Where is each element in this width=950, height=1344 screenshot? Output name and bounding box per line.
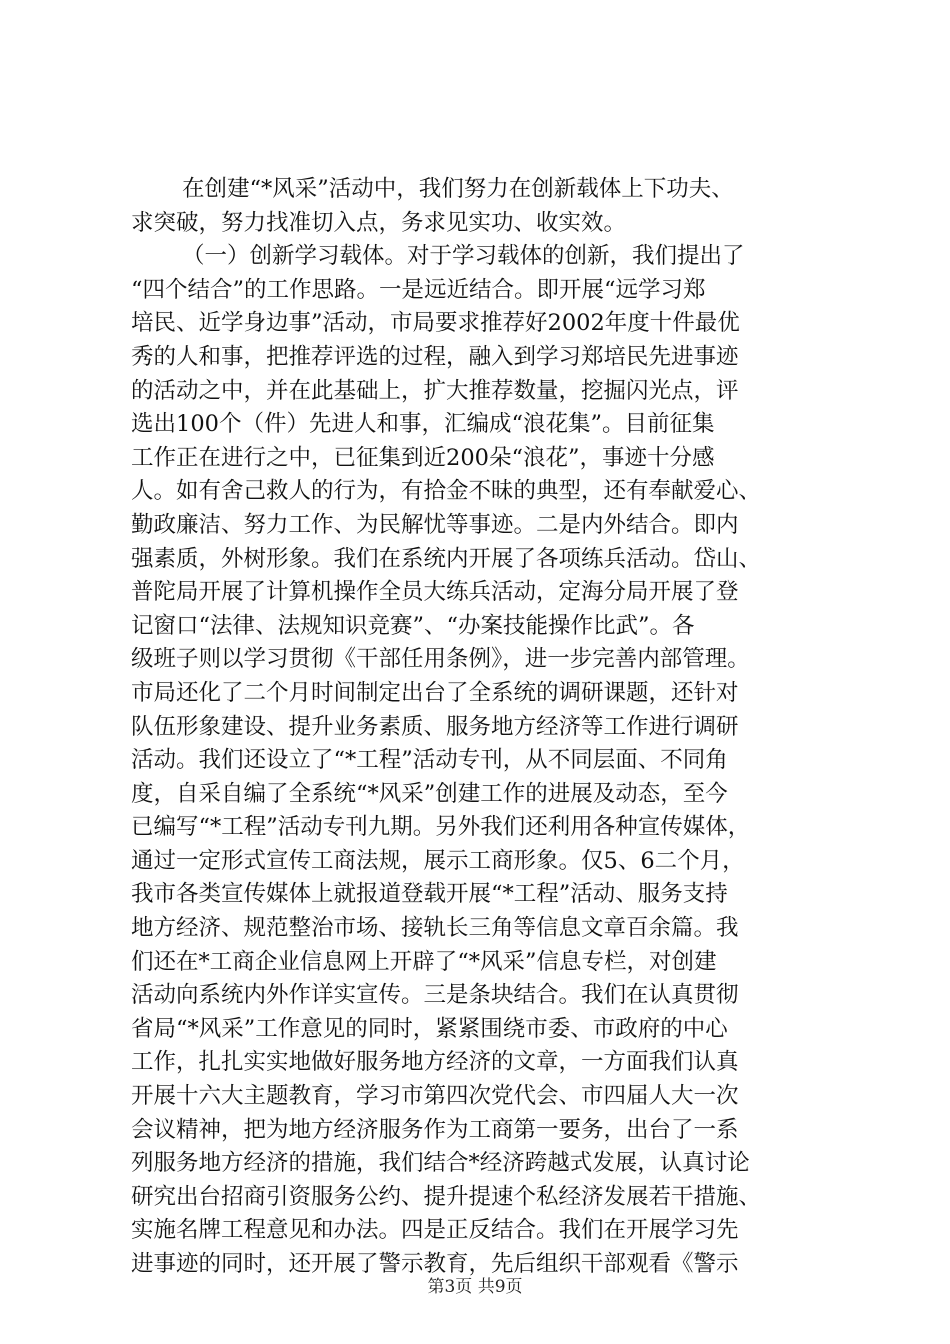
paragraph-line: 活动。我们还设立了“*工程”活动专刊，从不同层面、不同角 <box>131 747 728 774</box>
page-number-footer: 第3页 共9页 <box>427 1277 523 1297</box>
paragraph-line: 培民、近学身边事”活动，市局要求推荐好2002年度十件最优 <box>131 310 740 337</box>
paragraph-line: 队伍形象建设、提升业务素质、服务地方经济等工作进行调研 <box>131 713 739 740</box>
paragraph-line: 级班子则以学习贯彻《干部任用条例》，进一步完善内部管理。 <box>131 646 750 673</box>
paragraph-line: 开展十六大主题教育，学习市第四次党代会、市四届人大一次 <box>131 1083 739 1110</box>
paragraph-line: 记窗口“法律、法规知识竞赛”、“办案技能操作比武”。各 <box>131 612 695 639</box>
paragraph-line: 强素质，外树形象。我们在系统内开展了各项练兵活动。岱山、 <box>131 545 762 572</box>
paragraph-line: 人。如有舍己救人的行为，有拾金不昧的典型，还有奉献爱心、 <box>131 478 762 505</box>
paragraph-line: 市局还化了二个月时间制定出台了全系统的调研课题，还针对 <box>131 679 739 706</box>
paragraph-line: 省局“*风采”工作意见的同时，紧紧围绕市委、市政府的中心 <box>131 1015 728 1042</box>
paragraph-line: 们还在*工商企业信息网上开辟了“*风采”信息专栏，对创建 <box>131 948 717 975</box>
paragraph-line: 度，自采自编了全系统“*风采”创建工作的进展及动态，至今 <box>131 780 728 807</box>
paragraph-line: 我市各类宣传媒体上就报道登载开展“*工程”活动、服务支持 <box>131 881 728 908</box>
paragraph-line: 列服务地方经济的措施，我们结合*经济跨越式发展，认真讨论 <box>131 1150 750 1177</box>
paragraph-line: 的活动之中，并在此基础上，扩大推荐数量，挖掘闪光点，评 <box>131 377 739 404</box>
paragraph-line: 工作，扎扎实实地做好服务地方经济的文章，一方面我们认真 <box>131 1049 739 1076</box>
paragraph-line: 在创建“*风采”活动中，我们努力在创新载体上下功夫、 <box>182 176 734 202</box>
paragraph-line: 选出100个（件）先进人和事，汇编成“浪花集”。目前征集 <box>131 411 715 438</box>
paragraph-line: “四个结合”的工作思路。一是远近结合。即开展“远学习郑 <box>131 276 706 303</box>
paragraph-line: 进事迹的同时，还开展了警示教育，先后组织干部观看《警示 <box>131 1251 739 1277</box>
paragraph-line: 普陀局开展了计算机操作全员大练兵活动，定海分局开展了登 <box>131 579 739 606</box>
paragraph-line: 会议精神，把为地方经济服务作为工商第一要务，出台了一系 <box>131 1116 739 1143</box>
paragraph-line: 勤政廉洁、努力工作、为民解忧等事迹。二是内外结合。即内 <box>131 511 739 538</box>
paragraph-line: 工作正在进行之中，已征集到近200朵“浪花”，事迹十分感 <box>131 444 715 471</box>
paragraph-line: 秀的人和事，把推荐评选的过程，融入到学习郑培民先进事迹 <box>131 343 739 370</box>
paragraph-line: 已编写“*工程”活动专刊九期。另外我们还利用各种宣传媒体， <box>131 814 751 841</box>
paragraph-line: 求突破，努力找准切入点，务求见实功、收实效。 <box>131 209 627 236</box>
paragraph-line: 活动向系统内外作详实宣传。三是条块结合。我们在认真贯彻 <box>131 982 739 1009</box>
paragraph-line: 研究出台招商引资服务公约、提升提速个私经济发展若干措施、 <box>131 1183 762 1210</box>
paragraph-line: 通过一定形式宣传工商法规，展示工商形象。仅5、6二个月， <box>131 847 745 874</box>
paragraph-line: （一）创新学习载体。对于学习载体的创新，我们提出了 <box>182 243 745 270</box>
paragraph-line: 实施名牌工程意见和办法。四是正反结合。我们在开展学习先 <box>131 1217 739 1244</box>
document-body <box>131 173 831 1282</box>
paragraph-line: 地方经济、规范整治市场、接轨长三角等信息文章百余篇。我 <box>131 915 739 942</box>
